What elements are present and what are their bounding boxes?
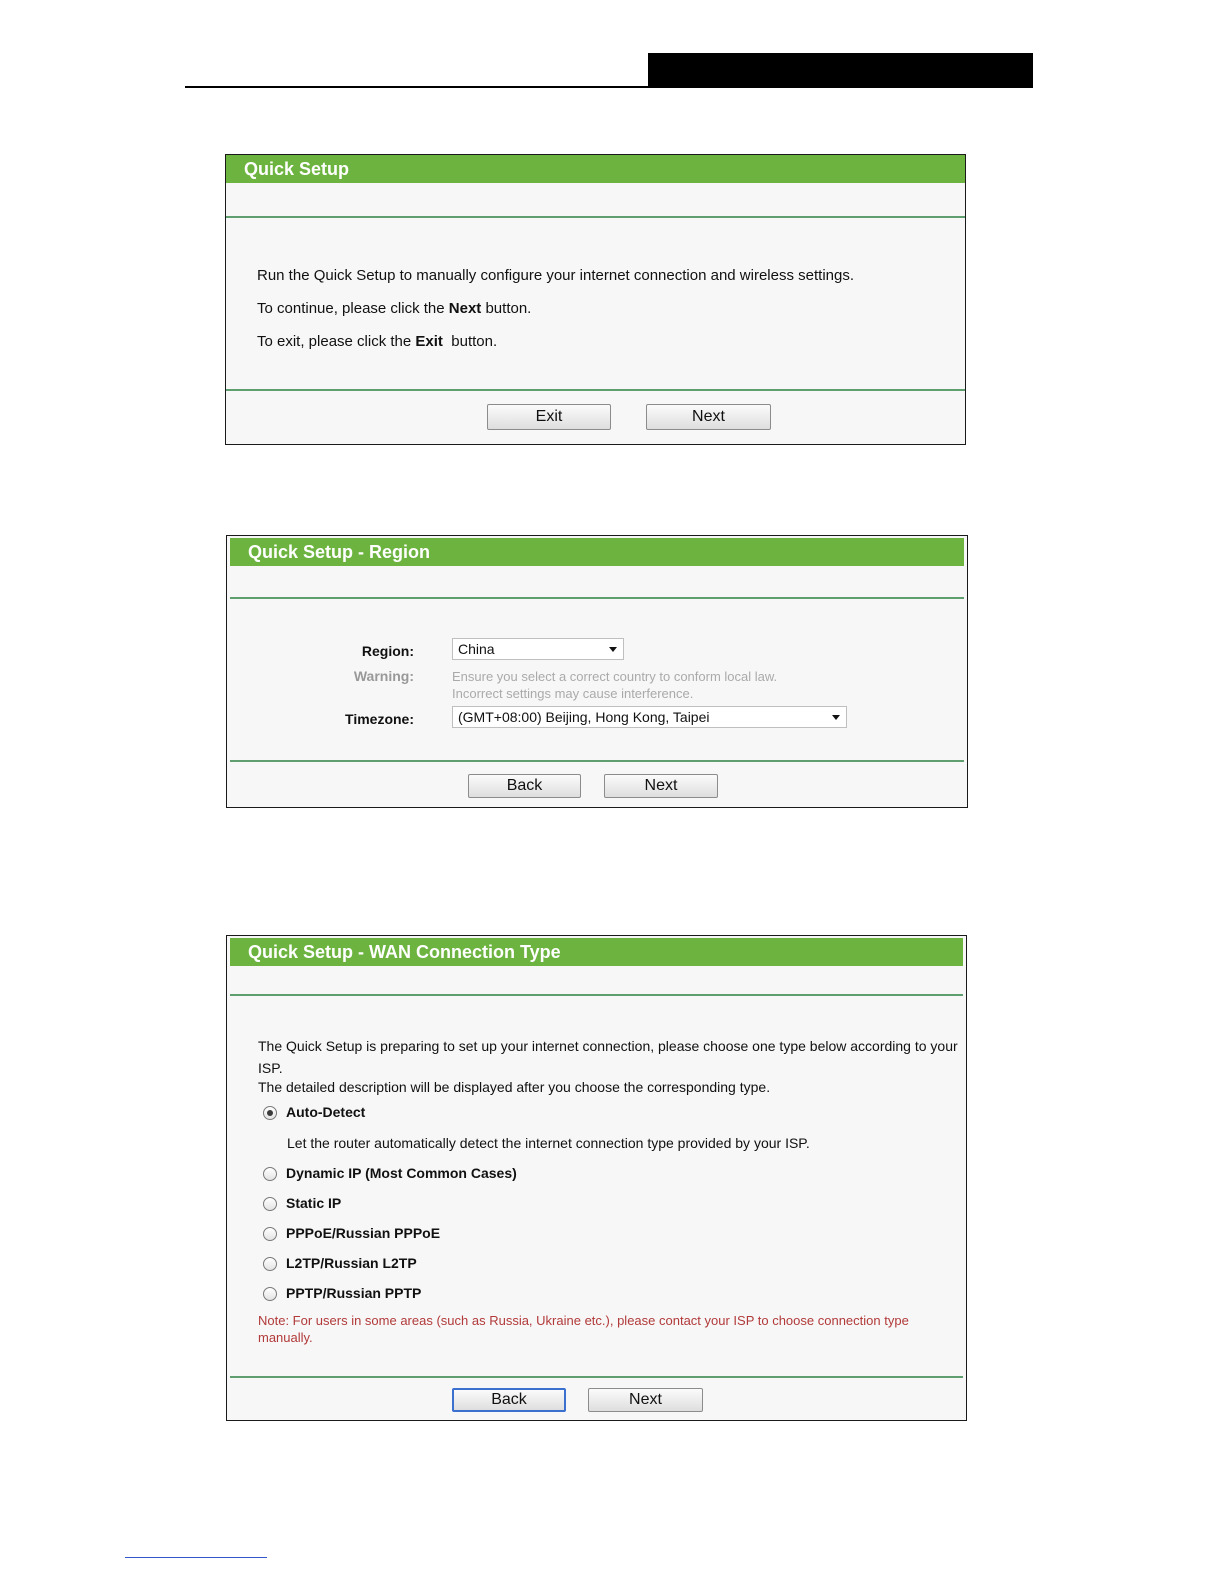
intro-text: The Quick Setup is preparing to set up your internet connection, please choose one type below according to your	[258, 1038, 958, 1054]
timezone-label: Timezone:	[345, 711, 414, 727]
radio-icon[interactable]	[263, 1227, 277, 1241]
continue-text: To continue, please click the Next button.	[257, 300, 532, 317]
auto-detect-description: Let the router automatically detect the internet connection type provided by your ISP.	[287, 1135, 810, 1151]
header-black-bar	[648, 53, 1033, 88]
divider	[230, 760, 964, 762]
quick-setup-panel	[225, 154, 966, 445]
note-text-manually: manually.	[258, 1330, 313, 1345]
intro-text-isp: ISP.	[258, 1060, 283, 1076]
panel-title: Quick Setup	[226, 155, 965, 183]
wan-connection-panel: Quick Setup - WAN Connection Type The Quick Setup is preparing to set up your internet connection, please choose one type below according to your ISP. The detailed description will be displayed after you choose the corresponding type. Auto-Detect Let the router automatically detect the internet connection type provided by your ISP. Dynamic IP (Most Common Cases) Static IP PPPoE/Russian PPPoE L2TP/Russian L2TP PPTP/Russian PPTP Note: For users in some areas (such as Russia, Ukraine etc.), please contact your ISP to choose connection type manually. Back Next	[226, 935, 967, 1421]
warning-label: Warning:	[353, 668, 414, 684]
panel-title: Quick Setup - WAN Connection Type	[230, 938, 963, 966]
timezone-select[interactable]: (GMT+08:00) Beijing, Hong Kong, Taipei	[452, 706, 847, 728]
back-button[interactable]: Back	[452, 1388, 566, 1412]
divider	[230, 994, 963, 996]
divider	[226, 389, 965, 391]
radio-checked-icon[interactable]	[263, 1106, 277, 1120]
next-button[interactable]: Next	[646, 404, 771, 430]
panel-title: Quick Setup - Region	[230, 538, 964, 566]
intro-text: Run the Quick Setup to manually configure your internet connection and wireless settings.	[257, 267, 854, 284]
region-label: Region:	[361, 643, 414, 659]
intro-text-detail: The detailed description will be displayed after you choose the corresponding type.	[258, 1079, 771, 1095]
warning-line-1: Ensure you select a correct country to conform local law.	[452, 669, 778, 684]
back-button[interactable]: Back	[468, 774, 581, 798]
chevron-down-icon	[832, 715, 840, 720]
next-button[interactable]: Next	[588, 1388, 703, 1412]
chevron-down-icon	[609, 647, 617, 652]
region-select[interactable]: China	[452, 638, 624, 660]
header-rule	[185, 86, 1033, 88]
footer-link-underline	[125, 1557, 267, 1558]
exit-text: To exit, please click the Exit button.	[257, 333, 498, 350]
next-button[interactable]: Next	[604, 774, 718, 798]
warning-line-2: Incorrect settings may cause interference.	[452, 686, 694, 701]
radio-icon[interactable]	[263, 1287, 277, 1301]
radio-icon[interactable]	[263, 1197, 277, 1211]
divider	[230, 1376, 963, 1378]
radio-icon[interactable]	[263, 1257, 277, 1271]
divider	[226, 216, 965, 218]
exit-button[interactable]: Exit	[487, 404, 611, 430]
note-text: Note: For users in some areas (such as Russia, Ukraine etc.), please contact your ISP to choose connection type	[258, 1313, 909, 1328]
region-panel	[226, 535, 968, 808]
divider	[230, 597, 964, 599]
radio-icon[interactable]	[263, 1167, 277, 1181]
